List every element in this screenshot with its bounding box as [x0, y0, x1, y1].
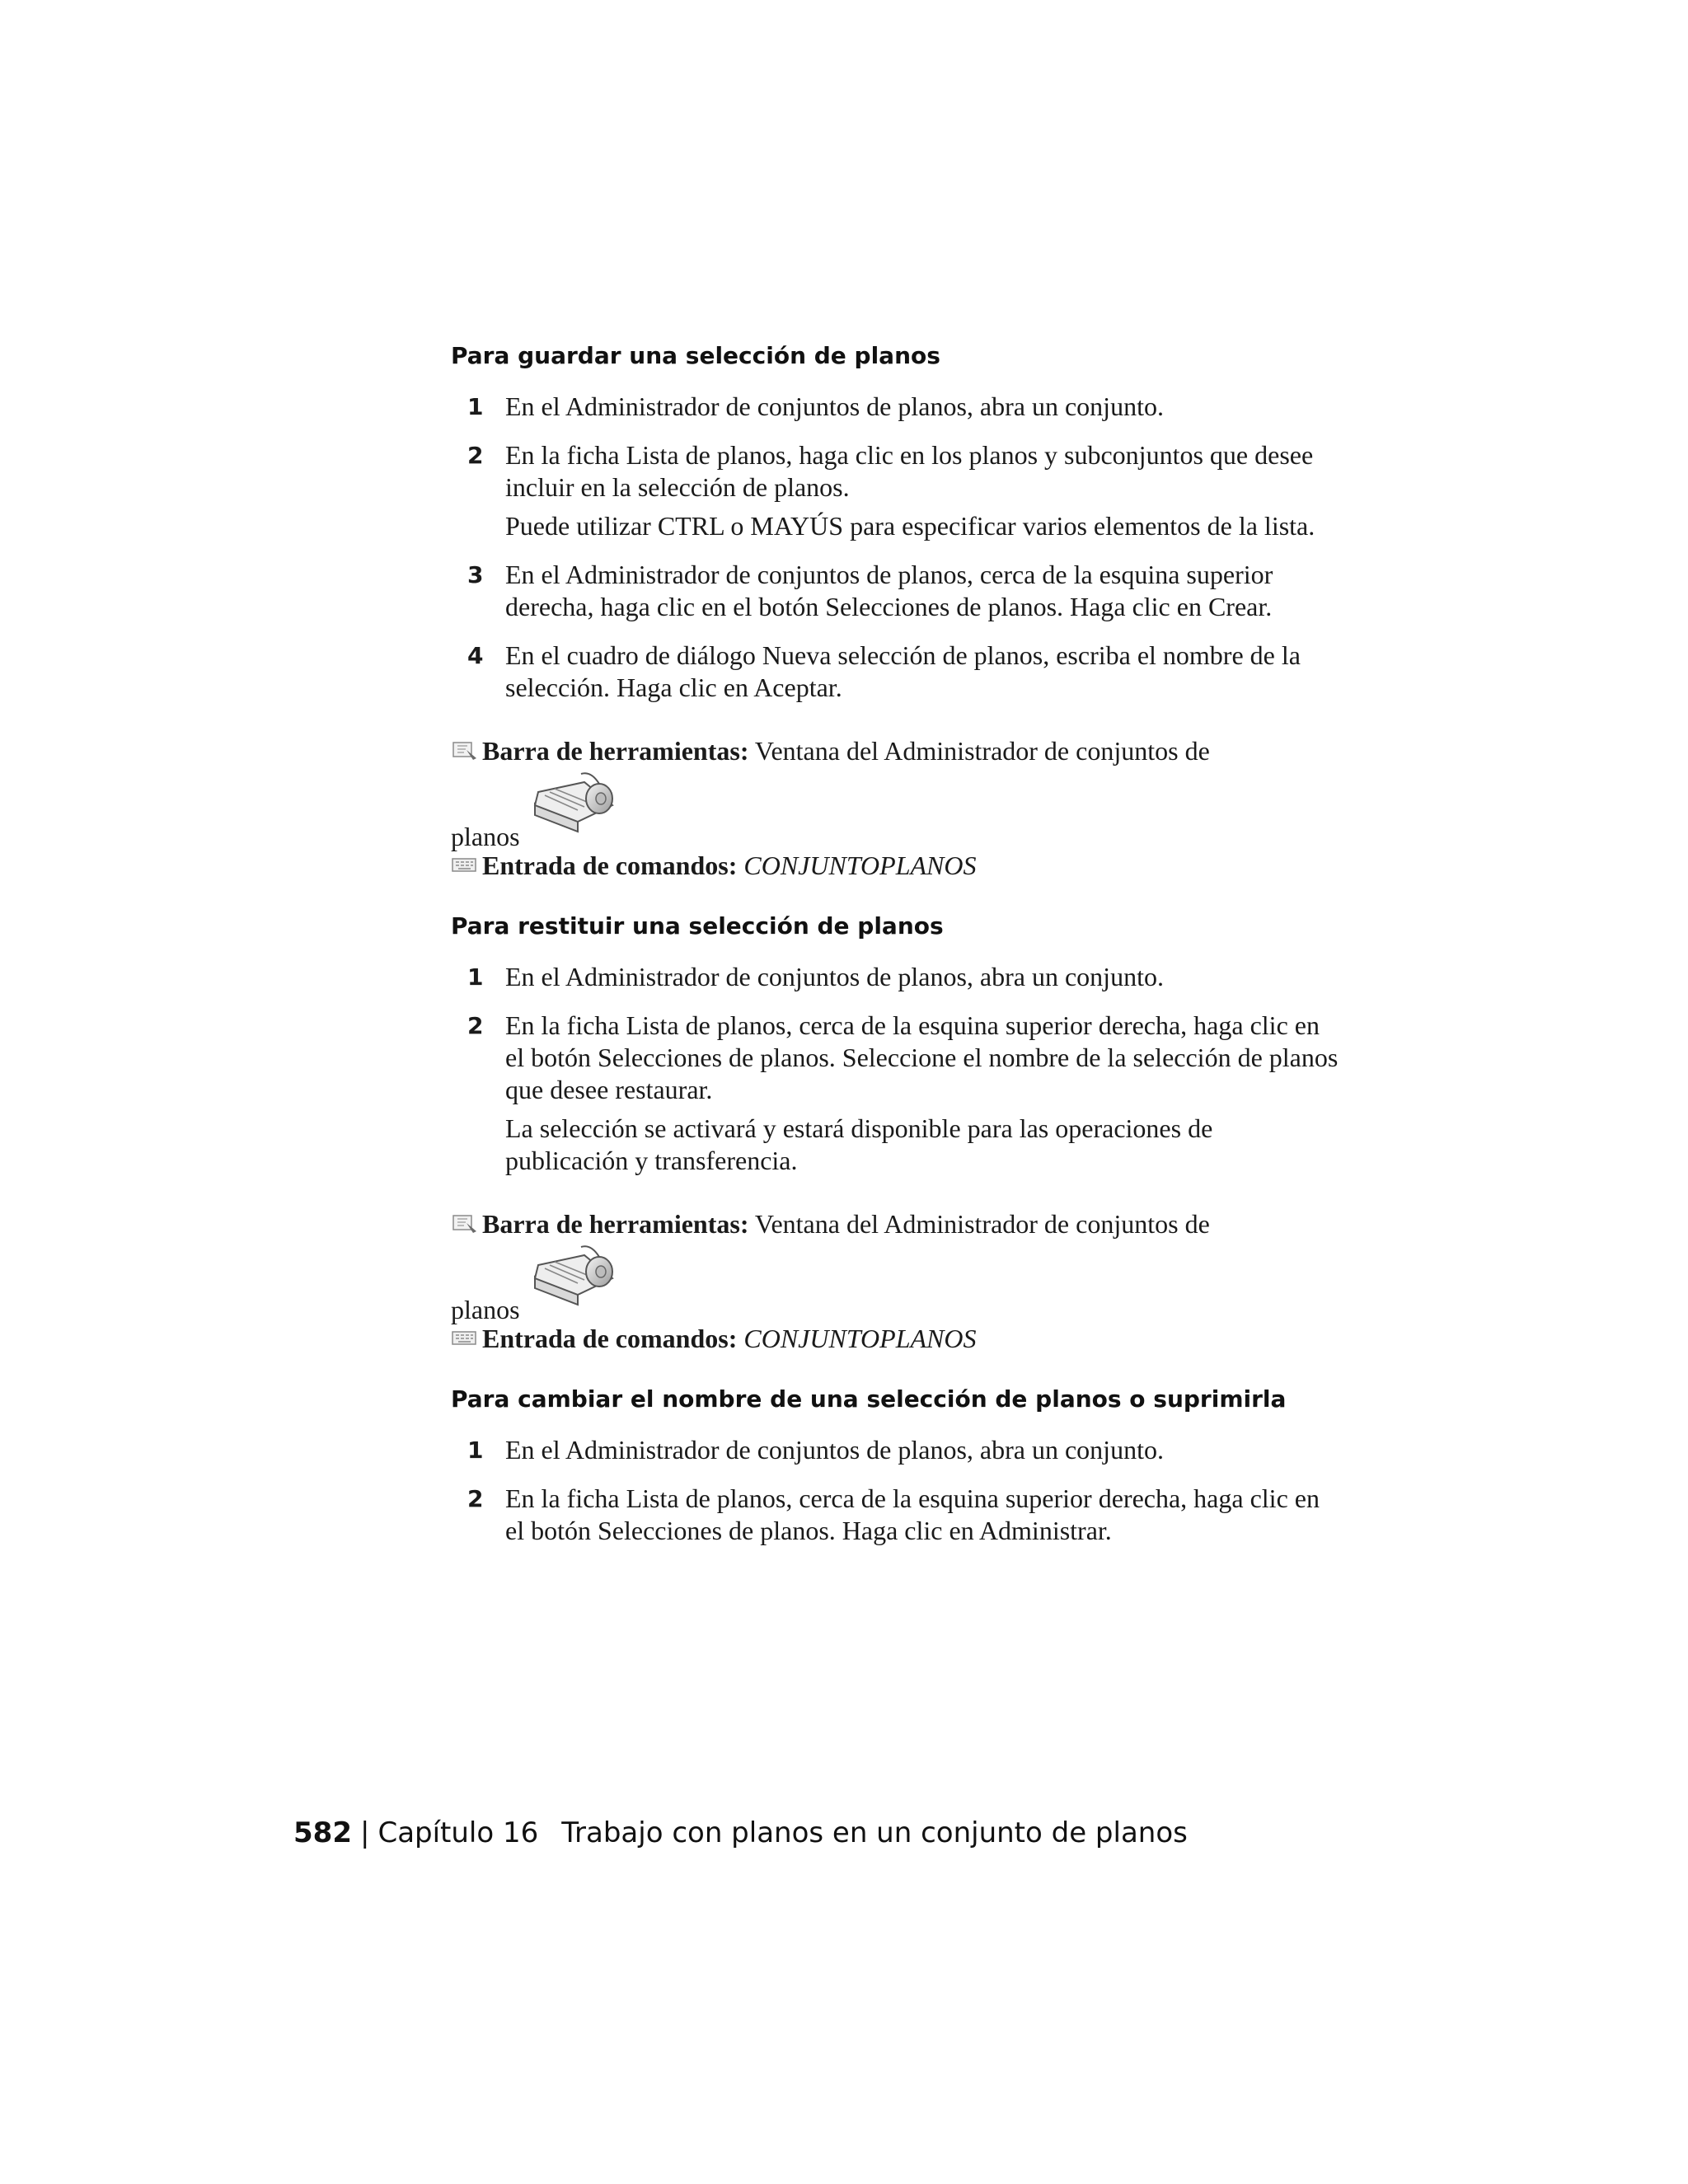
page-number: 582	[293, 1816, 352, 1849]
sheet-set-manager-icon[interactable]	[527, 1244, 619, 1310]
step-list	[451, 391, 1341, 704]
footer-separator: |	[359, 1816, 370, 1849]
sheet-set-manager-icon[interactable]	[527, 771, 619, 837]
toolbar-text: Ventana del Administrador de conjuntos de	[754, 1209, 1210, 1239]
list-item	[451, 1434, 1341, 1466]
list-item	[451, 439, 1341, 542]
step-text: En la ficha Lista de planos, haga clic en los planos y subconjuntos que desee incluir en la selección de planos.	[505, 440, 1314, 502]
command-value: CONJUNTOPLANOS	[743, 1324, 977, 1353]
step-note: La selección se activará y estará disponible para las operaciones de publicación y transferencia.	[505, 1113, 1213, 1175]
step-text: En el Administrador de conjuntos de planos, abra un conjunto.	[505, 962, 1164, 991]
chapter-title: Trabajo con planos en un conjunto de planos	[561, 1816, 1188, 1849]
toolbar-word: planos	[451, 822, 520, 851]
step-text: En la ficha Lista de planos, cerca de la esquina superior derecha, haga clic en el botón Selecciones de planos. Seleccione el nombre de la selección de planos que desee restaurar.	[505, 1010, 1339, 1104]
toolbar-continuation	[451, 1247, 1341, 1323]
list-item	[451, 1483, 1341, 1547]
step-list	[451, 961, 1341, 1177]
list-item	[451, 391, 1341, 423]
toolbar-label: Barra de herramientas:	[482, 1209, 749, 1239]
list-item	[451, 640, 1341, 704]
step-text: En la ficha Lista de planos, cerca de la esquina superior derecha, haga clic en el botón Selecciones de planos. Haga clic en Administrar.	[505, 1483, 1320, 1545]
toolbar-icon	[451, 738, 479, 762]
command-label: Entrada de comandos:	[482, 851, 738, 880]
step-number: 2	[467, 1012, 484, 1039]
step-text: En el cuadro de diálogo Nueva selección de planos, escriba el nombre de la selección. Haga clic en Aceptar.	[505, 640, 1301, 702]
step-list	[451, 1434, 1341, 1547]
step-number: 1	[467, 1436, 484, 1464]
step-number: 2	[467, 1485, 484, 1512]
toolbar-line	[451, 1208, 1341, 1240]
step-text: En el Administrador de conjuntos de planos, cerca de la esquina superior derecha, haga clic en el botón Selecciones de planos. Haga clic en Crear.	[505, 560, 1273, 621]
command-label: Entrada de comandos:	[482, 1324, 738, 1353]
list-item	[451, 559, 1341, 623]
keyboard-icon	[451, 1326, 479, 1349]
section-restore-selection	[451, 910, 1341, 1355]
toolbar-icon	[451, 1212, 479, 1235]
page-footer	[293, 1815, 1188, 1851]
step-number: 2	[467, 442, 484, 469]
access-methods	[451, 735, 1341, 882]
section-save-selection	[451, 340, 1341, 882]
toolbar-word: planos	[451, 1295, 520, 1324]
step-number: 4	[467, 642, 484, 669]
chapter-label: Capítulo 16	[377, 1816, 539, 1849]
step-number: 1	[467, 963, 484, 991]
list-item	[451, 961, 1341, 993]
toolbar-label: Barra de herramientas:	[482, 736, 749, 766]
section-heading: Para restituir una selección de planos	[451, 912, 944, 940]
step-text: En el Administrador de conjuntos de planos, abra un conjunto.	[505, 391, 1164, 421]
section-rename-delete-selection	[451, 1383, 1341, 1547]
step-number: 3	[467, 561, 484, 588]
command-line	[451, 1323, 1341, 1355]
command-value: CONJUNTOPLANOS	[743, 851, 977, 880]
step-number: 1	[467, 393, 484, 420]
list-item	[451, 1010, 1341, 1177]
toolbar-line	[451, 735, 1341, 767]
toolbar-continuation	[451, 774, 1341, 850]
page-content	[451, 340, 1341, 1563]
access-methods	[451, 1208, 1341, 1355]
keyboard-icon	[451, 853, 479, 876]
command-line	[451, 850, 1341, 882]
step-text: En el Administrador de conjuntos de planos, abra un conjunto.	[505, 1435, 1164, 1465]
section-heading: Para cambiar el nombre de una selección de planos o suprimirla	[451, 1385, 1287, 1413]
toolbar-text: Ventana del Administrador de conjuntos de	[754, 736, 1210, 766]
step-note: Puede utilizar CTRL o MAYÚS para especificar varios elementos de la lista.	[505, 511, 1315, 541]
section-heading: Para guardar una selección de planos	[451, 342, 940, 369]
